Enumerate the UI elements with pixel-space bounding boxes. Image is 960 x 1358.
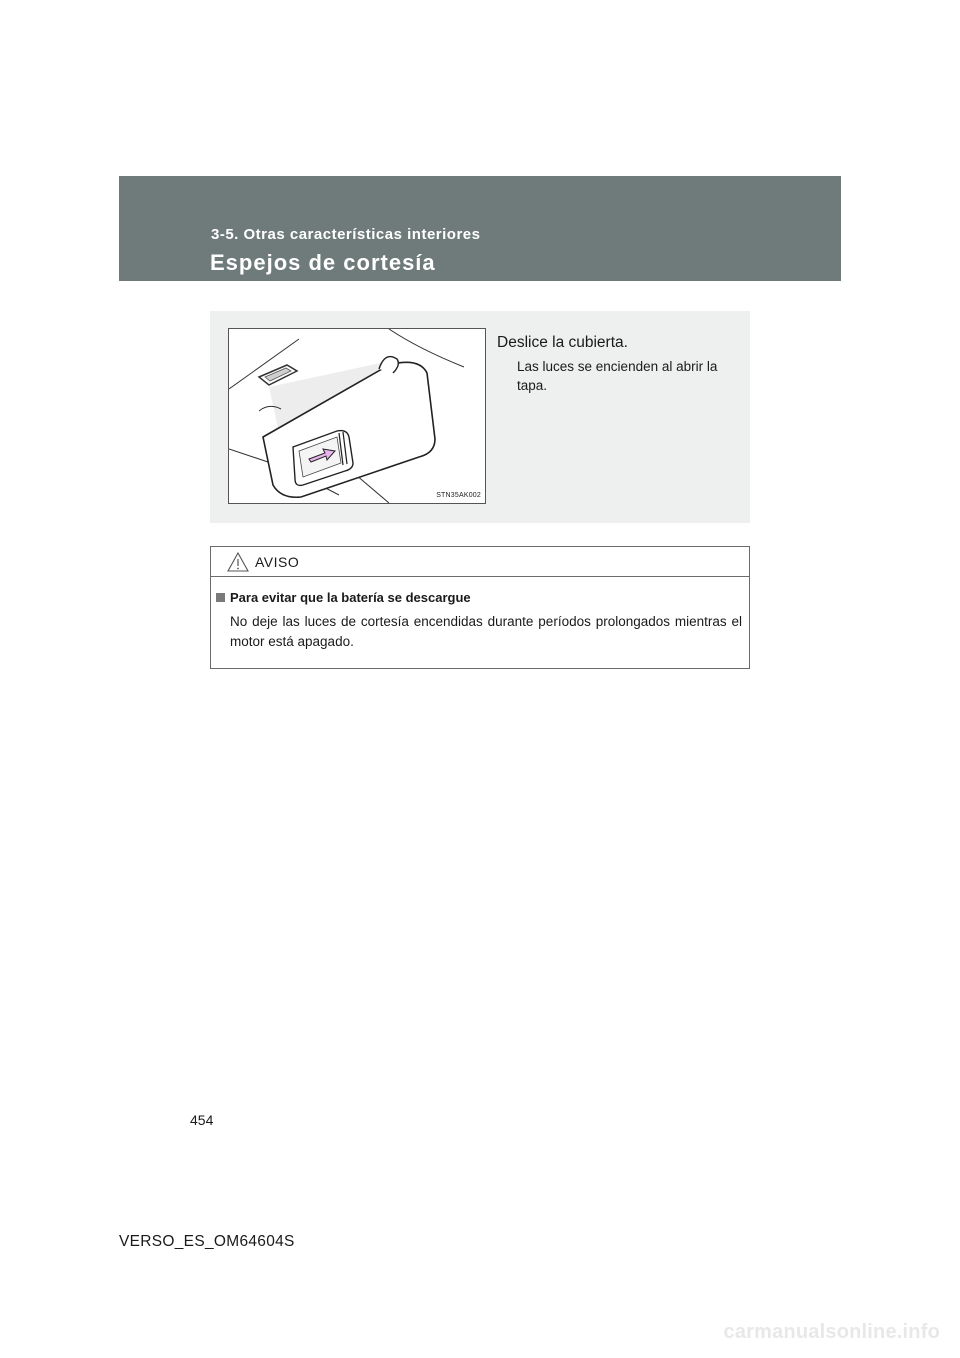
warning-text: No deje las luces de cortesía encendidas durante períodos prolongados mientras el motor está apagado. [230, 614, 742, 649]
sun-visor-drawing [229, 329, 485, 503]
warning-header [211, 547, 749, 577]
page-number: 454 [190, 1112, 214, 1128]
step-title: Deslice la cubierta. [497, 334, 628, 351]
warning-triangle-icon [227, 552, 249, 572]
figure-box [210, 311, 750, 523]
warning-label: AVISO [255, 554, 300, 570]
document-code: VERSO_ES_OM64604S [119, 1233, 295, 1250]
warning-heading-text: Para evitar que la batería se descargue [230, 590, 471, 605]
step-note: Las luces se encienden al abrir la tapa. [517, 359, 718, 393]
warning-heading [216, 590, 471, 605]
figure-code: STN35AK002 [436, 492, 481, 499]
section-label: 3-5. Otras características interiores [211, 226, 481, 243]
watermark: carmanualsonline.info [723, 1321, 940, 1343]
square-bullet-icon [216, 593, 225, 602]
vanity-mirror-illustration [228, 328, 486, 504]
warning-box [210, 546, 750, 669]
page-title: Espejos de cortesía [210, 250, 436, 275]
